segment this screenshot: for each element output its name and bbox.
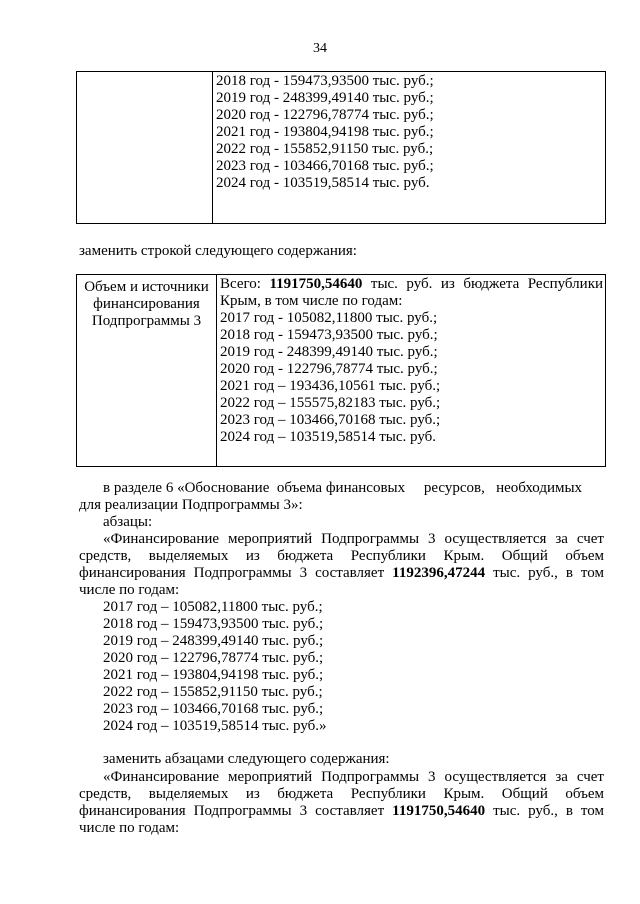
section6-line2: для реализации Подпрограммы 3»:: [79, 497, 303, 513]
year-amount-line: 2021 год – 193804,94198 тыс. руб.;: [103, 667, 324, 683]
year-amount-line: 2020 год - 122796,78774 тыс. руб.;: [216, 107, 434, 123]
old-paragraph: [79, 531, 604, 735]
year-amount-line: 2019 год – 248399,49140 тыс. руб.;: [103, 633, 324, 649]
paragraph-line: средств, выделяемых из бюджета Республики Крым. Общий объем: [79, 786, 604, 802]
paragraph-line: числе по годам:: [79, 820, 180, 836]
paragraph-line: средств, выделяемых из бюджета Республики Крым. Общий объем: [79, 548, 604, 564]
year-amount-line: 2024 год – 103519,58514 тыс. руб.»: [103, 718, 327, 734]
table-values-cell: [217, 275, 606, 467]
total-amount: 1192396,47244: [392, 565, 486, 581]
year-amount-line: 2022 год – 155575,82183 тыс. руб.;: [220, 395, 441, 411]
total-prefix: Всего:: [220, 276, 261, 292]
paragraph-line: числе по годам:: [79, 582, 180, 598]
year-amount-line: 2023 год – 103466,70168 тыс. руб.;: [103, 701, 324, 717]
table-label-cell: [77, 72, 213, 224]
year-amount-line: 2017 год - 105082,11800 тыс. руб.;: [220, 310, 438, 326]
replace-paragraphs-instruction: заменить абзацами следующего содержания:: [103, 751, 390, 767]
year-amount-line: 2018 год - 159473,93500 тыс. руб.;: [220, 327, 438, 343]
year-amount-line: 2022 год – 155852,91150 тыс. руб.;: [103, 684, 323, 700]
label-line: Подпрограммы 3: [91, 313, 202, 329]
paragraph-line: [79, 565, 604, 582]
year-amount-line: 2021 год – 193436,10561 тыс. руб.;: [220, 378, 441, 394]
paragraph-line: «Финансирование мероприятий Подпрограммы 3 осуществляется за счет: [103, 769, 604, 785]
new-paragraph: [79, 769, 604, 837]
year-amount-line: 2024 год – 103519,58514 тыс. руб.: [220, 429, 437, 445]
table-row: [77, 72, 606, 224]
label-line: финансирования: [93, 296, 200, 312]
year-amount-line: 2019 год - 248399,49140 тыс. руб.;: [216, 90, 434, 106]
year-list: [79, 599, 604, 735]
amount-suffix: тыс. руб., в том: [493, 565, 604, 581]
paragraph-line: «Финансирование мероприятий Подпрограммы 3 осуществляется за счет: [103, 531, 604, 547]
section6-line1: в разделе 6 «Обоснование объема финансовых ресурсов, необходимых: [103, 480, 583, 496]
year-amount-line: 2023 год – 103466,70168 тыс. руб.;: [220, 412, 441, 428]
year-amount-line: 2020 год - 122796,78774 тыс. руб.;: [220, 361, 438, 377]
label-line: Объем и источники: [84, 279, 209, 295]
year-amount-line: 2018 год – 159473,93500 тыс. руб.;: [103, 616, 324, 632]
new-financing-table: [76, 274, 606, 467]
year-amount-line: 2023 год - 103466,70168 тыс. руб.;: [216, 158, 434, 174]
page-number: 34: [313, 41, 327, 56]
total-line-continued: Крым, в том числе по годам:: [220, 293, 403, 309]
paragraphs-label: абзацы:: [103, 514, 153, 530]
amount-prefix: финансирования Подпрограммы 3 составляет: [79, 565, 385, 581]
table-values-cell: [213, 72, 606, 224]
old-financing-table: [76, 71, 606, 224]
year-amount-line: 2020 год – 122796,78774 тыс. руб.;: [103, 650, 324, 666]
year-amount-line: 2024 год - 103519,58514 тыс. руб.: [216, 175, 430, 191]
amount-prefix: финансирования Подпрограммы 3 составляет: [79, 803, 385, 819]
year-amount-line: 2022 год - 155852,91150 тыс. руб.;: [216, 141, 434, 157]
total-line: [220, 276, 603, 293]
year-amount-line: 2017 год – 105082,11800 тыс. руб.;: [103, 599, 323, 615]
year-amount-line: 2018 год - 159473,93500 тыс. руб.;: [216, 73, 434, 89]
year-amount-line: 2019 год - 248399,49140 тыс. руб.;: [220, 344, 438, 360]
total-suffix: тыс. руб. из бюджета Республики: [370, 276, 604, 292]
table-label-cell: [77, 275, 217, 467]
table-row: [77, 275, 606, 467]
paragraph-line: [79, 803, 604, 820]
total-amount: 1191750,54640: [392, 803, 486, 819]
year-amount-line: 2021 год - 193804,94198 тыс. руб.;: [216, 124, 434, 140]
total-amount: 1191750,54640: [269, 276, 363, 292]
replace-row-instruction: заменить строкой следующего содержания:: [79, 243, 357, 259]
amount-suffix: тыс. руб., в том: [493, 803, 604, 819]
